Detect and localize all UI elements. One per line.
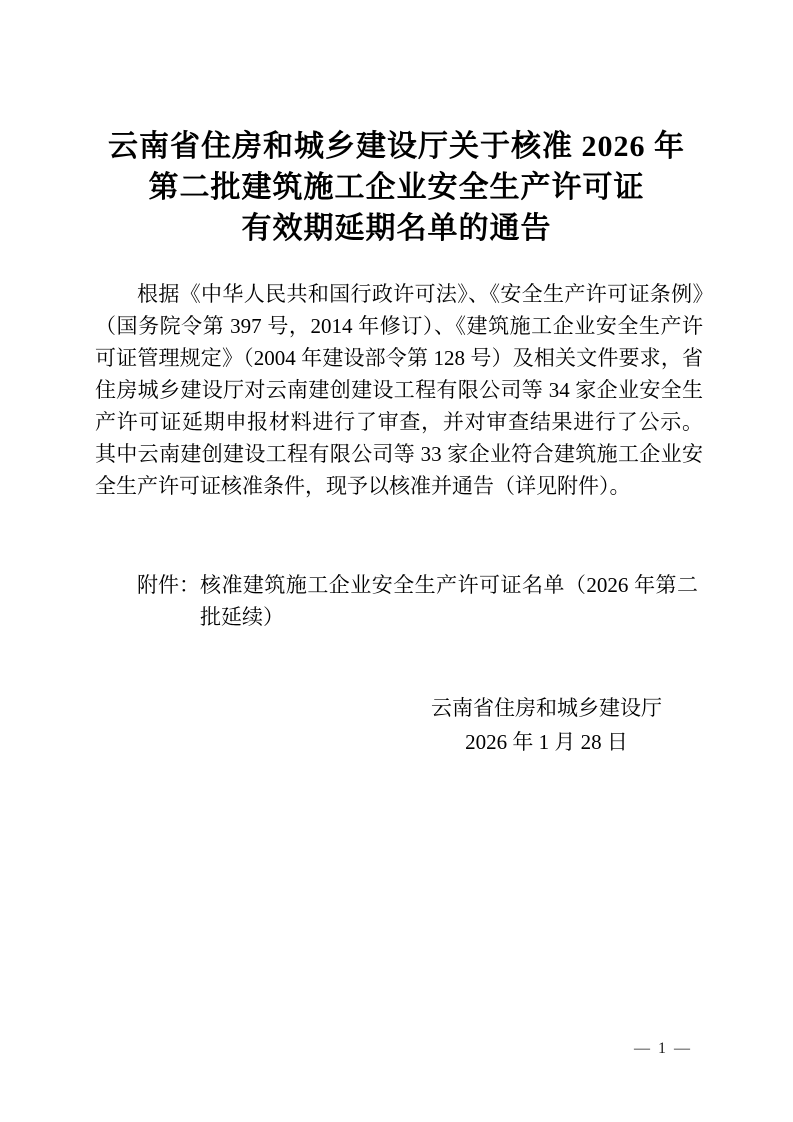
- issuer-name: 云南省住房和城乡建设厅: [431, 696, 662, 720]
- signature-block: [431, 691, 662, 759]
- issue-date: 2026 年 1 月 28 日: [465, 730, 628, 754]
- document-title: [0, 126, 793, 249]
- attachment-label: 附件：: [137, 573, 200, 597]
- title-line-1: 云南省住房和城乡建设厅关于核准 2026 年: [108, 130, 685, 163]
- title-line-2: 第二批建筑施工企业安全生产许可证: [148, 171, 645, 204]
- body-paragraph: 根据《中华人民共和国行政许可法》、《安全生产许可证条例》（国务院令第 397 号，2014 年修订）、《建筑施工企业安全生产许可证管理规定》（2004 年建设部令第 128 号）及相关文件要求，省住房城乡建设厅对云南建创建设工程有限公司等 34 家企业安全生产许可证延期申报材料进行了审查，并对审查结果进行了公示。其中云南建创建设工程有限公司等 33 家企业符合建筑施工企业安全生产许可证核准条件，现予以核准并通告（详见附件）。: [95, 282, 703, 498]
- attachment-line: [95, 569, 703, 633]
- page-number: — 1 —: [634, 1040, 692, 1057]
- title-line-3: 有效期延期名单的通告: [241, 212, 552, 245]
- attachment-text: 核准建筑施工企业安全生产许可证名单（2026 年第二批延续）: [200, 573, 698, 629]
